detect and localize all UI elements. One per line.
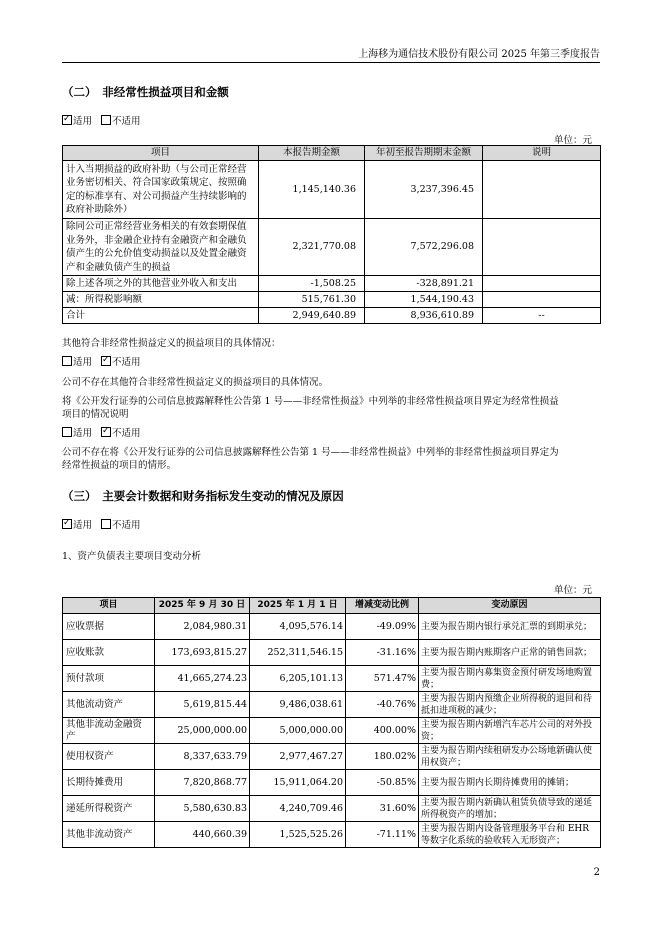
col-header-change-pct: 增减变动比例 — [346, 598, 419, 614]
row-pct: 571.47% — [346, 666, 419, 692]
row-pct: 400.00% — [346, 718, 419, 744]
row-item: 其他非流动资产 — [63, 822, 155, 848]
row-jan1: 2,977,467.27 — [250, 744, 346, 770]
row-jan1: 15,911,064.20 — [250, 770, 346, 796]
balance-sheet-subtitle: 1、资产负债表主要项目变动分析 — [62, 551, 202, 562]
row-sep30: 5,619,815.44 — [155, 692, 250, 718]
row-current: 2,321,770.08 — [259, 219, 365, 276]
row-ytd: 1,544,190.43 — [365, 292, 483, 308]
row-reason: 主要为报告期内预缴企业所得税的退回和待抵扣进项税的减少； — [419, 692, 601, 718]
row-sep30: 5,580,630.83 — [155, 796, 250, 822]
row-jan1: 4,240,709.46 — [250, 796, 346, 822]
row-item: 合计 — [63, 308, 259, 324]
table-row — [63, 161, 601, 219]
row-item: 除同公司正常经营业务相关的有效套期保值业务外，非金融企业持有金融资产和金融负债产生的公允价值变动损益以及处置金融资产和金融负债产生的损益 — [63, 219, 259, 276]
col-header-note: 说明 — [483, 146, 601, 161]
applicable-options-2 — [62, 354, 141, 368]
table-row — [63, 640, 601, 666]
row-note — [483, 292, 601, 308]
row-item: 其他非流动金融资产 — [63, 718, 155, 744]
table-row — [63, 292, 601, 308]
applicable-label: 适用 — [73, 116, 93, 127]
row-reason: 主要为报告期内设备管理服务平台和 EHR 等数字化系统的验收转入无形资产； — [419, 822, 601, 848]
table-row — [63, 666, 601, 692]
row-sep30: 8,337,633.79 — [155, 744, 250, 770]
row-item: 递延所得税资产 — [63, 796, 155, 822]
table-row — [63, 718, 601, 744]
other-definition-title: 其他符合非经常性损益定义的损益项目的具体情况： — [62, 338, 281, 349]
row-current: -1,508.25 — [259, 276, 365, 292]
row-reason: 主要为报告期内银行承兑汇票的到期承兑； — [419, 614, 601, 640]
section-title-nonrecurring: （二） 非经常性损益项目和金额 — [62, 85, 229, 99]
row-item: 减：所得税影响额 — [63, 292, 259, 308]
announcement-title-line2: 项目的情况说明 — [62, 409, 129, 420]
not-applicable-label: 不适用 — [112, 520, 141, 531]
row-ytd: -328,891.21 — [365, 276, 483, 292]
row-note: -- — [483, 308, 601, 324]
row-reason: 主要为报告期内募集资金预付研发场地购置费； — [419, 666, 601, 692]
row-sep30: 173,693,815.27 — [155, 640, 250, 666]
report-header-title: 上海移为通信技术股份有限公司 2025 年第三季度报告 — [358, 49, 600, 60]
row-item: 除上述各项之外的其他营业外收入和支出 — [63, 276, 259, 292]
col-header-item: 项目 — [63, 146, 259, 161]
section-title-changes: （三） 主要会计数据和财务指标发生变动的情况及原因 — [62, 489, 344, 503]
row-item: 使用权资产 — [63, 744, 155, 770]
checkbox-applicable[interactable] — [62, 356, 72, 366]
row-pct: -40.76% — [346, 692, 419, 718]
row-item: 预付款项 — [63, 666, 155, 692]
table-row-total — [63, 308, 601, 324]
col-header-item: 项目 — [63, 598, 155, 614]
page-number: 2 — [593, 867, 600, 878]
applicable-options-4 — [62, 517, 141, 531]
checkbox-not-applicable-checked[interactable] — [101, 356, 111, 366]
row-sep30: 7,820,868.77 — [155, 770, 250, 796]
applicable-label: 适用 — [73, 357, 93, 368]
row-reason: 主要为报告期内新确认租赁负债导致的递延所得税资产的增加； — [419, 796, 601, 822]
row-pct: 180.02% — [346, 744, 419, 770]
row-reason: 主要为报告期内长期待摊费用的摊销； — [419, 770, 601, 796]
nonrecurring-table — [62, 145, 601, 324]
col-header-reason: 变动原因 — [419, 598, 601, 614]
row-ytd: 3,237,396.45 — [365, 161, 483, 219]
applicable-options-1 — [62, 113, 141, 127]
row-current: 1,145,140.36 — [259, 161, 365, 219]
checkbox-applicable-checked[interactable] — [62, 115, 72, 125]
row-jan1: 9,486,038.61 — [250, 692, 346, 718]
row-ytd: 8,936,610.89 — [365, 308, 483, 324]
announcement-title-line1: 将《公开发行证券的公司信息披露解释性公告第 1 号——非经常性损益》中列举的非经常性损益项目界定为经常性损益 — [62, 396, 559, 407]
unit-label-1: 单位：元 — [553, 135, 592, 146]
not-applicable-label: 不适用 — [112, 116, 141, 127]
row-reason: 主要为报告期内账期客户正常的销售回款； — [419, 640, 601, 666]
row-item: 应收账款 — [63, 640, 155, 666]
row-reason: 主要为报告期内续租研发办公场地新确认使用权资产； — [419, 744, 601, 770]
row-item: 其他流动资产 — [63, 692, 155, 718]
announcement-text-line1: 公司不存在将《公开发行证券的公司信息披露解释性公告第 1 号——非经常性损益》中列举的非经常性损益项目界定为 — [62, 447, 559, 458]
col-header-sep30: 2025 年 9 月 30 日 — [155, 598, 250, 614]
balance-sheet-changes-table — [62, 597, 601, 848]
row-jan1: 1,525,525.26 — [250, 822, 346, 848]
table-row — [63, 692, 601, 718]
row-current: 515,761.30 — [259, 292, 365, 308]
table-row — [63, 614, 601, 640]
row-jan1: 252,311,546.15 — [250, 640, 346, 666]
row-reason: 主要为报告期内新增汽车芯片公司的对外投资； — [419, 718, 601, 744]
row-sep30: 25,000,000.00 — [155, 718, 250, 744]
row-pct: -49.09% — [346, 614, 419, 640]
row-jan1: 6,205,101.13 — [250, 666, 346, 692]
table-row — [63, 796, 601, 822]
row-sep30: 440,660.39 — [155, 822, 250, 848]
row-pct: -31.16% — [346, 640, 419, 666]
announcement-text-line2: 经常性损益的项目的情形。 — [62, 460, 177, 471]
col-header-current: 本报告期金额 — [259, 146, 365, 161]
checkbox-not-applicable[interactable] — [101, 519, 111, 529]
checkbox-applicable-checked[interactable] — [62, 519, 72, 529]
row-note — [483, 161, 601, 219]
row-item: 长期待摊费用 — [63, 770, 155, 796]
row-pct: -50.85% — [346, 770, 419, 796]
checkbox-not-applicable[interactable] — [101, 115, 111, 125]
table-row — [63, 770, 601, 796]
table-row — [63, 744, 601, 770]
table-row — [63, 219, 601, 276]
row-note — [483, 276, 601, 292]
table-row — [63, 276, 601, 292]
other-definition-text: 公司不存在其他符合非经常性损益定义的损益项目的具体情况。 — [62, 377, 329, 388]
row-jan1: 5,000,000.00 — [250, 718, 346, 744]
unit-label-2: 单位：元 — [553, 585, 592, 596]
row-note — [483, 219, 601, 276]
row-item: 应收票据 — [63, 614, 155, 640]
col-header-ytd: 年初至报告期期末金额 — [365, 146, 483, 161]
applicable-label: 适用 — [73, 428, 93, 439]
checkbox-applicable[interactable] — [62, 427, 72, 437]
table-row — [63, 822, 601, 848]
checkbox-not-applicable-checked[interactable] — [101, 427, 111, 437]
row-pct: 31.60% — [346, 796, 419, 822]
applicable-options-3 — [62, 425, 141, 439]
row-sep30: 2,084,980.31 — [155, 614, 250, 640]
row-current: 2,949,640.89 — [259, 308, 365, 324]
row-jan1: 4,095,576.14 — [250, 614, 346, 640]
row-ytd: 7,572,296.08 — [365, 219, 483, 276]
not-applicable-label: 不适用 — [112, 357, 141, 368]
col-header-jan1: 2025 年 1 月 1 日 — [250, 598, 346, 614]
not-applicable-label: 不适用 — [112, 428, 141, 439]
row-sep30: 41,665,274.23 — [155, 666, 250, 692]
row-pct: -71.11% — [346, 822, 419, 848]
applicable-label: 适用 — [73, 520, 93, 531]
row-item: 计入当期损益的政府补助（与公司正常经营业务密切相关、符合国家政策规定、按照确定的标准享有、对公司损益产生持续影响的政府补助除外） — [63, 161, 259, 219]
header-divider — [62, 62, 600, 63]
